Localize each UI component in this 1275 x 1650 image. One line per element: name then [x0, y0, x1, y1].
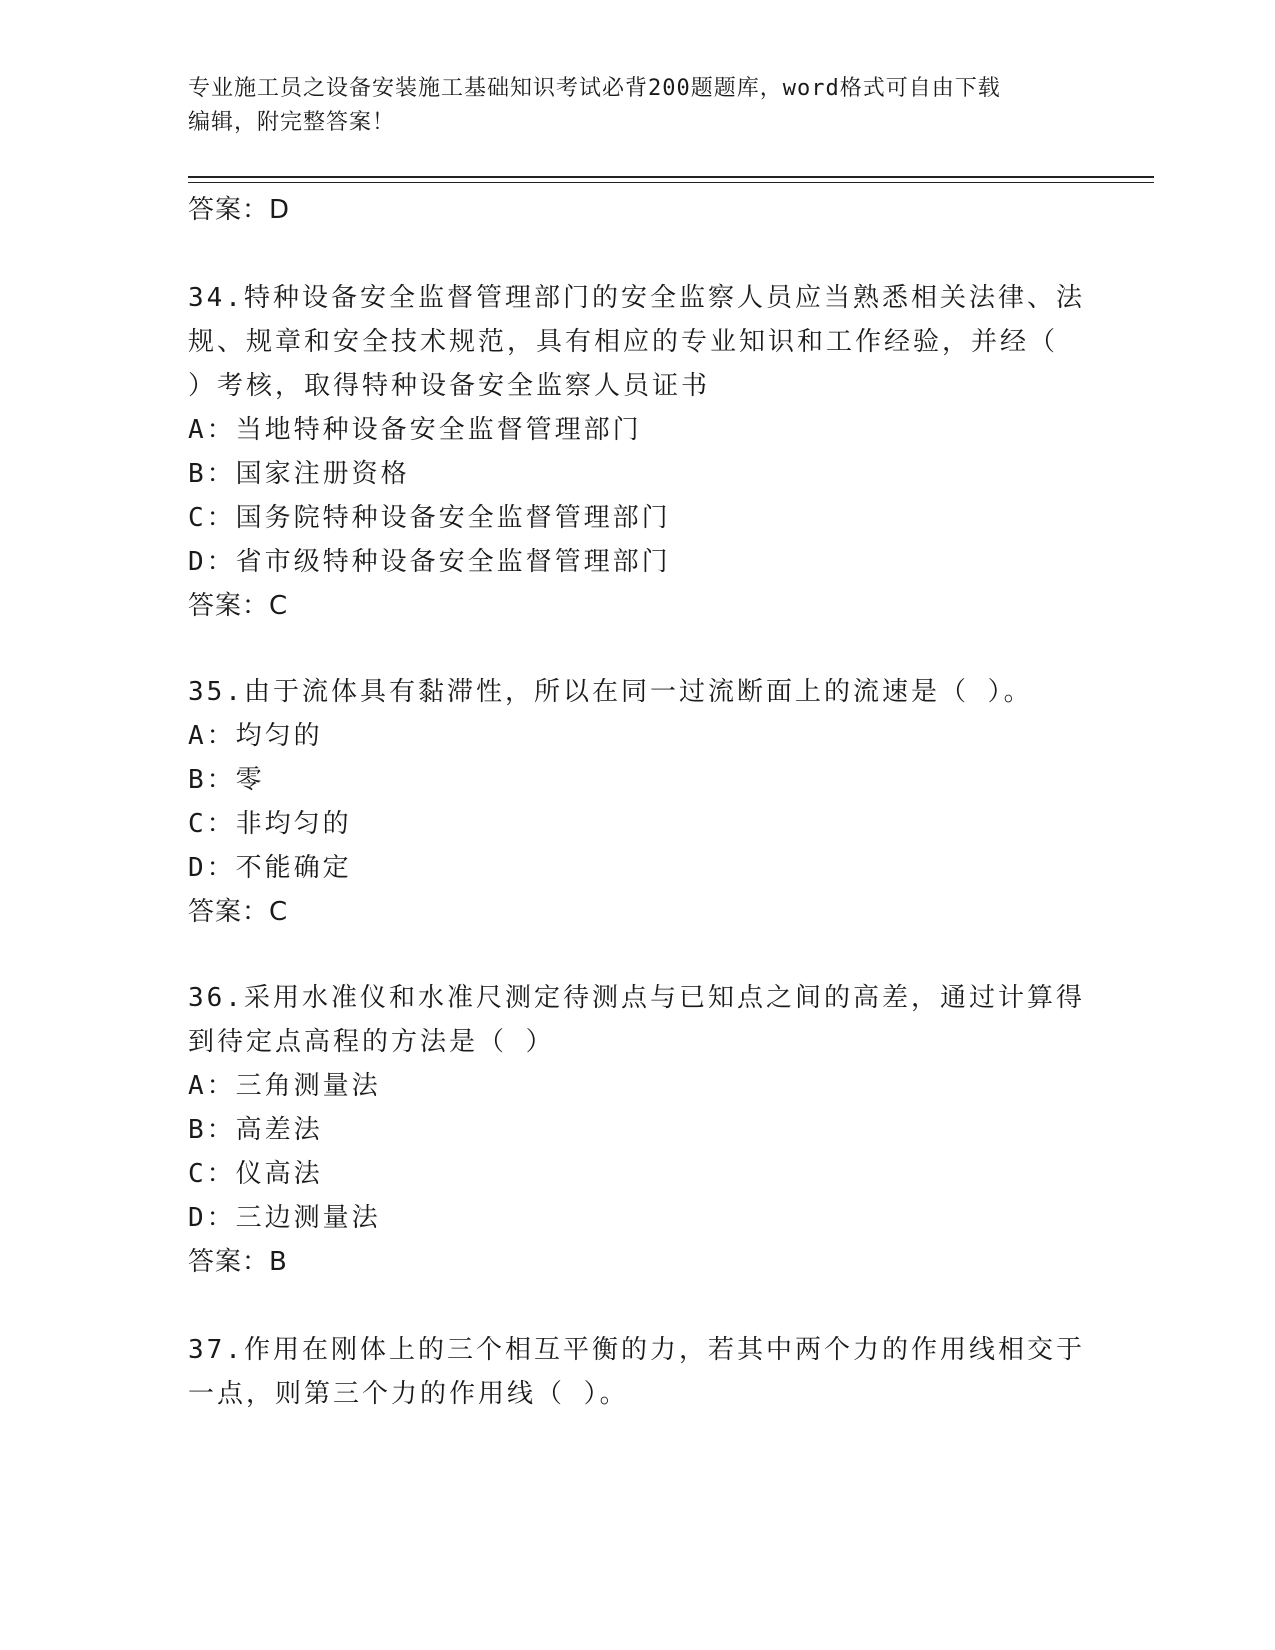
question-37-text-line-2: 一点，则第三个力的作用线（ ）。: [188, 1379, 629, 1409]
question-34-option-c: C：国务院特种设备安全监督管理部门: [188, 503, 671, 533]
question-34-text-line-1: 34.特种设备安全监督管理部门的安全监察人员应当熟悉相关法律、法: [188, 283, 1085, 313]
question-37-text-line-1: 37.作用在刚体上的三个相互平衡的力，若其中两个力的作用线相交于: [188, 1335, 1085, 1365]
question-35-option-c: C：非均匀的: [188, 809, 352, 839]
question-36-text-line-1: 36.采用水准仪和水准尺测定待测点与已知点之间的高差，通过计算得: [188, 983, 1085, 1013]
header-line-1: 专业施工员之设备安装施工基础知识考试必背200题题库，word格式可自由下载: [188, 76, 1001, 101]
question-35-option-a: A：均匀的: [188, 721, 323, 751]
answer-35: 答案：C: [188, 897, 289, 927]
question-34-option-d: D：省市级特种设备安全监督管理部门: [188, 547, 671, 577]
question-36-option-c: C：仪高法: [188, 1159, 323, 1189]
answer-33: 答案：D: [188, 195, 291, 225]
answer-34: 答案：C: [188, 591, 289, 621]
question-35-option-b: B：零: [188, 765, 265, 795]
header-line-2: 编辑，附完整答案！: [188, 110, 396, 135]
header-divider-thick: [188, 176, 1154, 178]
header-divider-thin: [188, 182, 1154, 183]
question-34-option-a: A：当地特种设备安全监督管理部门: [188, 415, 642, 445]
question-34-text-line-2: 规、规章和安全技术规范，具有相应的专业知识和工作经验，并经（: [188, 327, 1059, 357]
question-35-text-line-1: 35.由于流体具有黏滞性，所以在同一过流断面上的流速是（ ）。: [188, 677, 1033, 707]
question-34-text-line-3: ）考核，取得特种设备安全监察人员证书: [188, 371, 711, 401]
question-34-option-b: B：国家注册资格: [188, 459, 410, 489]
question-36-option-a: A：三角测量法: [188, 1071, 381, 1101]
question-36-option-d: D：三边测量法: [188, 1203, 381, 1233]
question-36-option-b: B：高差法: [188, 1115, 323, 1145]
question-36-text-line-2: 到待定点高程的方法是（ ）: [188, 1027, 555, 1057]
question-35-option-d: D：不能确定: [188, 853, 352, 883]
answer-36: 答案：B: [188, 1247, 288, 1277]
document-header: [188, 72, 1068, 140]
